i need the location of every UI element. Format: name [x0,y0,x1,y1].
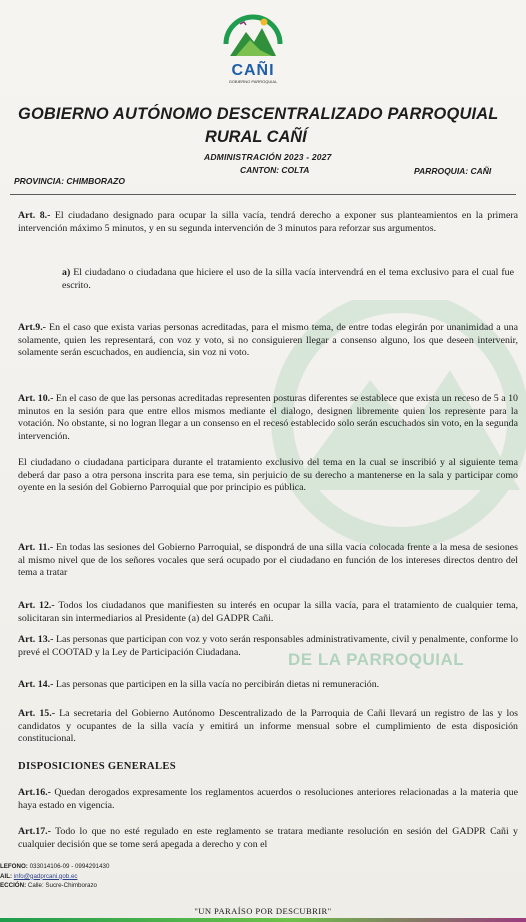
watermark-text: DE LA PARROQUIAL [288,650,465,669]
article-17: Art.17.- Todo lo que no esté regulado en este reglamento se tratara mediante resolución en sesión del GADPR Cañi y cualquier decisión que se tome será apegada a derecho y con el [18,826,518,850]
email-line: AIL: info@gadprcani.gob.ec [0,872,78,880]
article-11: Art. 11.- En todas las sesiones del Gobierno Parroquial, se dispondrá de una silla vacía colocada frente a la mesa de sesiones al mismo nivel que de los señores vocales que será ocupado por el ciudadano en función de los intereses directos dentro del tema a tratar [18,542,519,579]
slogan: "UN PARAÍSO POR DESCUBRIR" [194,906,332,916]
section-heading: DISPOSICIONES GENERALES [18,761,176,772]
article-9: Art.9.- En el caso que exista varias personas acreditadas, para el mismo tema, de entre todas elegirán por unanimidad a una solamente, quien les representará, con voz y voto, si no consiguieren llegar a consenso alguno, los que deseen intervenir, solamente serán escuchados, en audiencia, sin voz ni voto. [18,322,518,359]
canton-label: CANTON: COLTA [240,165,310,175]
article-8: Art. 8.- El ciudadano designado para ocupar la silla vacía, tendrá derecho a exponer sus planteamientos en la primera intervención máximo 5 minutos, y en su segunda intervención de 3 minutos para reforzar sus argumentos. [18,210,519,234]
logo-label: CAÑI [231,62,275,79]
footer-color-bar [0,918,526,922]
article-15: Art. 15.- La secretaria del Gobierno Autónomo Descentralizado de la Parroquia de Cañi llevará un registro de las y los candidatos y ocupantes de la silla vacía y emitirá un informe mensual sobre el cumplimiento de esta disposición constitucional. [18,708,518,745]
provincia-label: PROVINCIA: CHIMBORAZO [14,176,125,186]
parroquia-label: PARROQUIA: CAÑI [414,166,492,176]
document-title: GOBIERNO AUTÓNOMO DESCENTRALIZADO PARROQUIAL [18,105,499,123]
article-10-paragraph-2: El ciudadano o ciudadana participara durante el tratamiento exclusivo del tema en la cual se inscribió y al siguiente tema deberá dar paso a otra persona inscrita para ese tema, sin perjuicio de su derecho a mantenerse en la sala y participar como oyente en la sesión del Gobierno Parroquial que por principio es pública. [18,457,518,494]
article-10: Art. 10.- En el caso de que las personas acreditadas representen posturas diferentes se establece que exista un receso de 5 a 10 minutos en la sesión para que entre ellos mismos mediante el dialogo, designen libremente quien los represente para la votación. No obstante, si no logran llegar a un consenso en el recesó establecido solo serán escuchados sin voto, en la segunda intervención. [18,393,518,442]
article-12: Art. 12.- Todos los ciudadanos que manifiesten su interés en ocupar la silla vacía, para el tratamiento de cualquier tema, solicitaran sin intermediarios al Presidente (a) del GADPR Cañi. [18,600,518,624]
article-13: Art. 13.- Las personas que participan con voz y voto serán responsables administrativamente, civil y penalmente, conforme lo prevé el COOTAD y la Ley de Participación Ciudadana. [18,634,519,658]
phone-line: LEFONO: 033014106-09 - 0994291430 [0,863,110,870]
document-subtitle: RURAL CAÑÍ [205,128,307,146]
header-divider [10,194,516,195]
email-link[interactable]: info@gadprcani.gob.ec [13,872,78,880]
logo-subtitle: GOBIERNO PARROQUIAL [228,79,278,84]
article-8-item-a: a) El ciudadano o ciudadana que hiciere el uso de la silla vacía intervendrá en el tema exclusivo para el cual fue escrito. [62,267,514,291]
article-14: Art. 14.- Las personas que participen en la silla vacía no percibirán dietas ni remuneración. [18,679,380,690]
article-16: Art.16.- Quedan derogados expresamente los reglamentos acuerdos o resoluciones anteriores relacionadas a la materia que haya estado en vigencia. [18,787,518,811]
address-line: ECCIÓN: Calle: Sucre-Chimborazo [0,882,97,890]
contact-footer [0,862,109,891]
administration-period: ADMINISTRACIÓN 2023 - 2027 [204,152,332,162]
